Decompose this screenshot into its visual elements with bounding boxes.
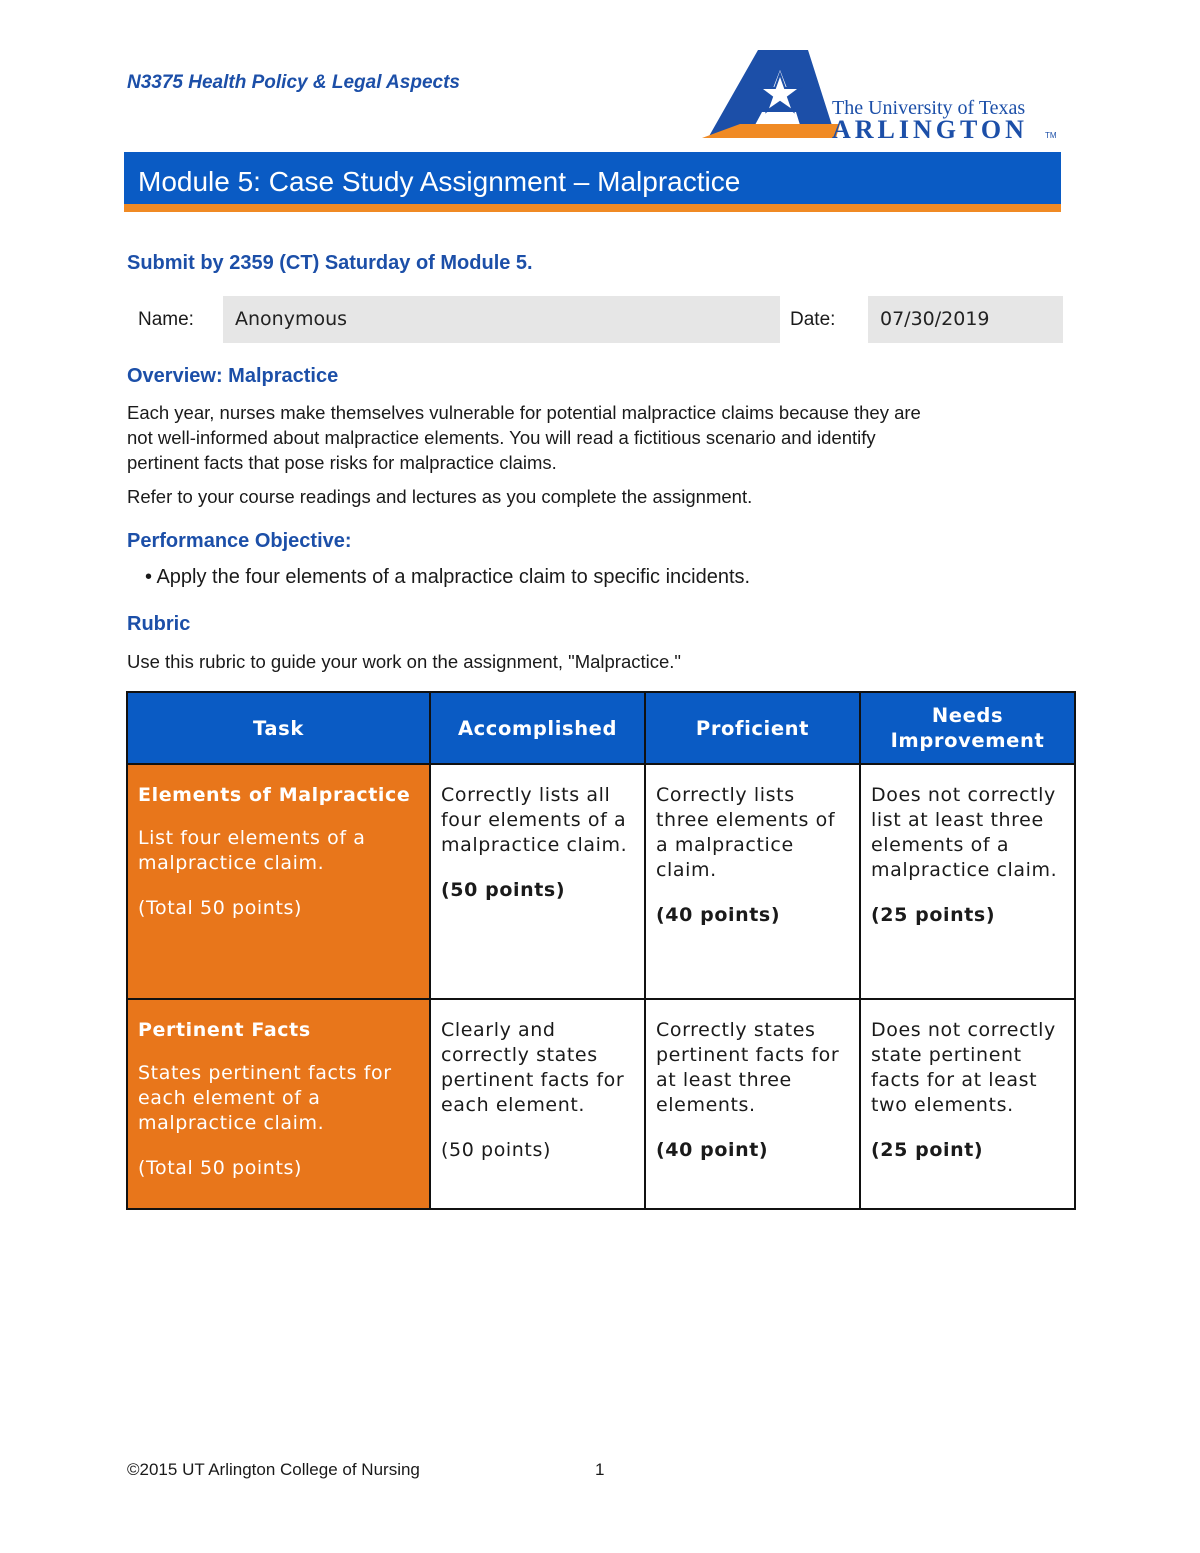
table-row — [127, 999, 1075, 1209]
objective-bullet — [145, 566, 750, 589]
needs-improvement-cell — [860, 764, 1075, 999]
objective-text: Apply the four elements of a malpractice claim to specific incidents. — [156, 566, 751, 588]
accomplished-cell — [430, 764, 645, 999]
task-cell — [127, 764, 430, 999]
title-banner — [124, 152, 1061, 212]
overview-line: not well-informed about malpractice elements. You will read a fictitious scenario and identify — [127, 427, 876, 448]
overview-paragraph — [127, 400, 1072, 475]
rubric-intro: Use this rubric to guide your work on the assignment, "Malpractice." — [127, 651, 681, 672]
task-description: States pertinent facts for each element of a malpractice claim. — [138, 1062, 392, 1134]
logo-trademark: TM — [1045, 131, 1057, 140]
needs-improvement-cell — [860, 999, 1075, 1209]
task-total: (Total 50 points) — [138, 1157, 303, 1179]
criteria-text: Does not correctly state pertinent facts for at least two elements. — [871, 1019, 1056, 1116]
rubric-heading: Rubric — [127, 613, 191, 635]
logo-line1: The University of Texas — [832, 97, 1026, 119]
overview-line: pertinent facts that pose risks for malpractice claims. — [127, 452, 557, 473]
name-field[interactable]: Anonymous — [223, 296, 780, 343]
points: (25 point) — [871, 1139, 984, 1161]
logo-line2: ARLINGTON — [832, 115, 1028, 142]
task-title: Pertinent Facts — [138, 1019, 311, 1041]
table-row — [127, 764, 1075, 999]
proficient-cell — [645, 764, 860, 999]
footer-copyright: ©2015 UT Arlington College of Nursing — [127, 1460, 420, 1479]
criteria-text: Clearly and correctly states pertinent facts for each element. — [441, 1019, 625, 1116]
criteria-text: Correctly lists all four elements of a malpractice claim. — [441, 784, 628, 856]
course-title: N3375 Health Policy & Legal Aspects — [127, 72, 460, 93]
rubric-table — [126, 691, 1076, 1210]
page-title: Module 5: Case Study Assignment – Malpractice — [138, 166, 741, 197]
criteria-text: Correctly lists three elements of a malpractice claim. — [656, 784, 836, 881]
submit-deadline: Submit by 2359 (CT) Saturday of Module 5. — [127, 252, 533, 274]
points: (40 point) — [656, 1139, 769, 1161]
accomplished-cell — [430, 999, 645, 1209]
objective-heading: Performance Objective: — [127, 530, 352, 552]
criteria-text: Correctly states pertinent facts for at least three elements. — [656, 1019, 840, 1116]
task-title: Elements of Malpractice — [138, 784, 411, 806]
overview-line: Each year, nurses make themselves vulnerable for potential malpractice claims because they are — [127, 402, 921, 423]
page-number: 1 — [595, 1460, 605, 1479]
name-label: Name: — [138, 309, 194, 330]
header-accomplished: Accomplished — [430, 692, 645, 764]
date-label: Date: — [790, 309, 836, 330]
header-task: Task — [127, 692, 430, 764]
rubric-header-row — [127, 692, 1075, 764]
header-needs-improvement: Needs Improvement — [860, 692, 1075, 764]
overview-note: Refer to your course readings and lectures as you complete the assignment. — [127, 486, 753, 507]
uta-logo — [700, 46, 1066, 142]
criteria-text: Does not correctly list at least three elements of a malpractice claim. — [871, 784, 1058, 881]
header-proficient: Proficient — [645, 692, 860, 764]
task-total: (Total 50 points) — [138, 897, 303, 919]
task-cell — [127, 999, 430, 1209]
task-description: List four elements of a malpractice claim. — [138, 827, 366, 874]
overview-heading: Overview: Malpractice — [127, 365, 339, 387]
points: (40 points) — [656, 904, 781, 926]
points: (50 points) — [441, 1139, 551, 1161]
proficient-cell — [645, 999, 860, 1209]
points: (25 points) — [871, 904, 996, 926]
bullet-icon: • — [145, 566, 157, 588]
date-field[interactable]: 07/30/2019 — [868, 296, 1063, 343]
points: (50 points) — [441, 879, 566, 901]
